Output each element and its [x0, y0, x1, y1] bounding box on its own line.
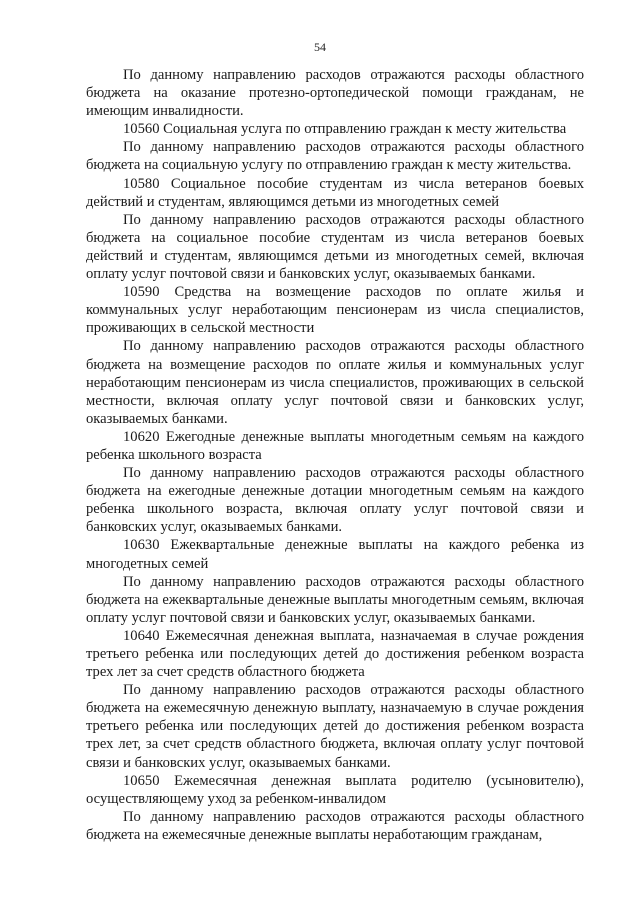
paragraph-expense-description: По данному направлению расходов отражаются расходы областного бюджета на ежеквартальные денежные выплаты многодетным семьям, включая оплату услуг почтовой связи и банковских услуг, оказываемых банками.: [86, 573, 584, 626]
page-number: 54: [314, 40, 326, 54]
paragraph-code-heading: 10620 Ежегодные денежные выплаты многодетным семьям на каждого ребенка школьного возраста: [86, 428, 584, 463]
paragraph-expense-description: По данному направлению расходов отражаются расходы областного бюджета на возмещение расходов по оплате жилья и коммунальных услуг неработающим пенсионерам из числа специалистов, проживающих в сельской местности, включая оплату услуг почтовой связи и банковских услуг, оказываемых банками.: [86, 338, 584, 427]
paragraph-code-heading: 10590 Средства на возмещение расходов по оплате жилья и коммунальных услуг неработающим пенсионерам из числа специалистов, проживающих в сельской местности: [86, 284, 584, 337]
paragraph-code-heading: 10630 Ежеквартальные денежные выплаты на каждого ребенка из многодетных семей: [86, 537, 584, 572]
paragraph-code-heading: 10580 Социальное пособие студентам из числа ветеранов боевых действий и студентам, являющимся детьми из многодетных семей: [86, 175, 584, 210]
paragraph-code-heading: 10650 Ежемесячная денежная выплата родителю (усыновителю), осуществляющему уход за ребенком-инвалидом: [86, 772, 584, 807]
paragraph-code-heading: 10560 Социальная услуга по отправлению граждан к месту жительства: [123, 121, 567, 138]
paragraph-expense-description: По данному направлению расходов отражаются расходы областного бюджета на социальное пособие студентам из числа ветеранов боевых действий и студентам, являющимся детьми из многодетных семей, включая оплату услуг почтовой связи и банковских услуг, оказываемых банками.: [86, 211, 584, 283]
document-body: [86, 66, 584, 844]
paragraph-expense-description: По данному направлению расходов отражаются расходы областного бюджета на оказание протезно-ортопедической помощи гражданам, не имеющим инвалидности.: [86, 67, 584, 120]
paragraph-expense-description: По данному направлению расходов отражаются расходы областного бюджета на социальную услугу по отправлению граждан к месту жительства.: [86, 139, 584, 174]
paragraph-expense-description: По данному направлению расходов отражаются расходы областного бюджета на ежемесячные денежные выплаты неработающим гражданам,: [86, 808, 584, 843]
paragraph-code-heading: 10640 Ежемесячная денежная выплата, назначаемая в случае рождения третьего ребенка или последующих детей до достижения ребенком возраста трех лет за счет средств областного бюджета: [86, 627, 584, 681]
paragraph-expense-description: По данному направлению расходов отражаются расходы областного бюджета на ежемесячную денежную выплату, назначаемую в случае рождения третьего ребенка или последующих детей до достижения ребенком возраста трех лет, за счет средств областного бюджета, включая оплату услуг почтовой связи и банковских услуг, оказываемых банками.: [86, 682, 584, 771]
paragraph-expense-description: По данному направлению расходов отражаются расходы областного бюджета на ежегодные денежные дотации многодетным семьям на каждого ребенка школьного возраста, включая оплату услуг почтовой связи и банковских услуг, оказываемых банками.: [86, 465, 584, 536]
